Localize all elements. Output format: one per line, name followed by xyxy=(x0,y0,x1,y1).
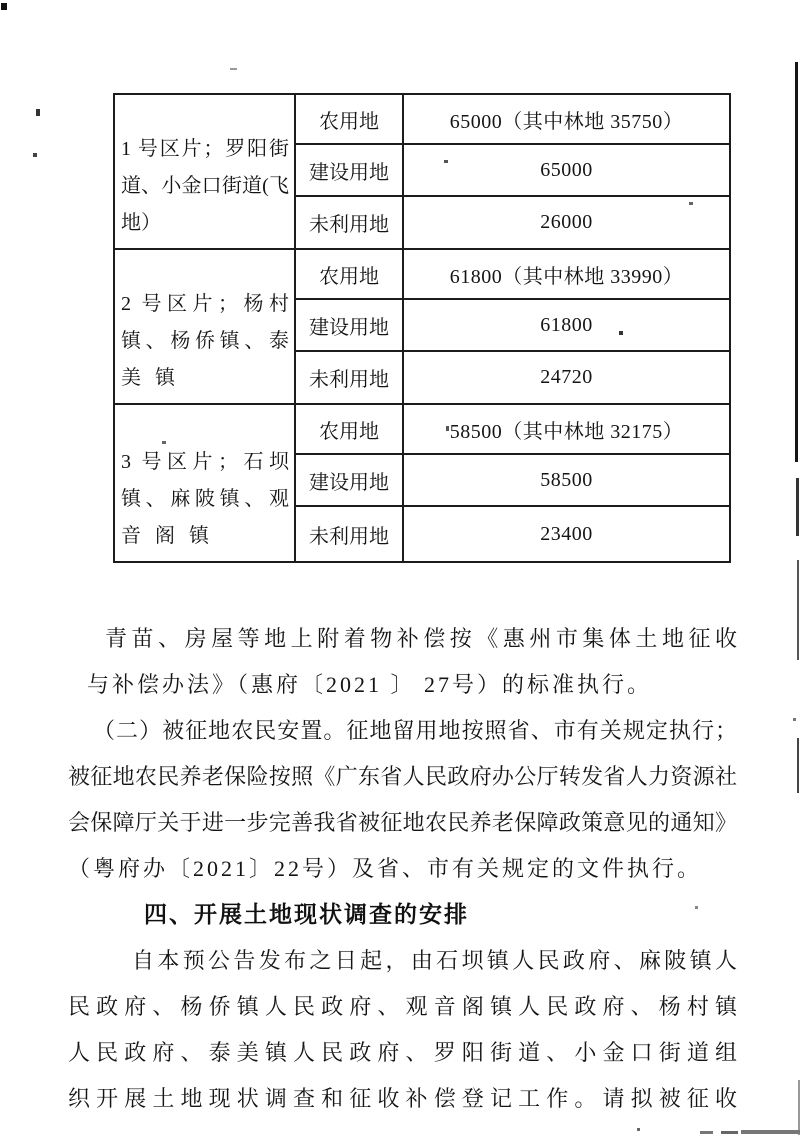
scan-edge-line xyxy=(741,1130,800,1134)
paragraph-line: 与补偿办法》（惠府〔2021 〕 27号）的标准执行。 xyxy=(87,672,653,697)
paragraph-line: 会保障厅关于进一步完善我省被征地农民养老保障政策意见的通知》 xyxy=(68,810,737,835)
scan-edge-line xyxy=(797,738,799,793)
compensation-standards-table xyxy=(113,93,731,563)
compensation-value-cell: 61800 xyxy=(402,300,729,352)
section-heading: 四、开展土地现状调查的安排 xyxy=(144,902,469,927)
land-type-cell: 未利用地 xyxy=(294,197,402,248)
scan-speck xyxy=(36,109,40,116)
zone-name-line: 地） xyxy=(121,212,161,234)
compensation-value-cell: 61800（其中林地 33990） xyxy=(402,250,729,300)
scan-edge-line xyxy=(796,478,799,536)
paragraph-line: 织开展土地现状调查和征收补偿登记工作。请拟被征收 xyxy=(68,1086,737,1111)
document-body xyxy=(68,616,737,1122)
compensation-value-cell: 26000 xyxy=(402,197,729,248)
scan-speck xyxy=(619,331,623,335)
scan-edge-line xyxy=(721,1131,738,1134)
paragraph-line: 青苗、房屋等地上附着物补偿按《惠州市集体土地征收 xyxy=(105,626,737,651)
paragraph-line: （二）被征地农民安置。征地留用地按照省、市有关规定执行； xyxy=(93,718,737,743)
scan-speck xyxy=(444,160,448,163)
zone-name-line: 镇、杨侨镇、泰 xyxy=(121,330,289,352)
table-group-zone-2 xyxy=(115,250,729,405)
zone-name-line: 美镇 xyxy=(121,367,189,389)
zone-name-cell xyxy=(115,250,294,403)
scan-speck xyxy=(446,426,449,431)
scan-speck xyxy=(695,906,698,909)
scan-speck xyxy=(793,718,796,721)
paragraph-line: 被征地农民养老保险按照《广东省人民政府办公厅转发省人力资源社 xyxy=(68,764,737,789)
scan-speck xyxy=(33,153,37,157)
compensation-value-cell: 58500 xyxy=(402,455,729,507)
scan-edge-line xyxy=(797,560,799,660)
zone-name-line: 镇、麻陂镇、观 xyxy=(121,488,289,510)
paragraph-line: 人民政府、泰美镇人民政府、罗阳街道、小金口街道组 xyxy=(68,1040,737,1065)
land-type-cell: 建设用地 xyxy=(294,145,402,197)
zone-name-line: 音阁镇 xyxy=(121,525,223,547)
zone-name-cell xyxy=(115,405,294,561)
scan-speck xyxy=(689,202,693,205)
scan-speck xyxy=(162,441,166,444)
compensation-value-cell: 65000（其中林地 35750） xyxy=(402,95,729,145)
land-type-cell: 未利用地 xyxy=(294,352,402,403)
scan-speck xyxy=(637,1128,640,1131)
compensation-value-cell: 65000 xyxy=(402,145,729,197)
land-type-cell: 农用地 xyxy=(294,250,402,300)
land-type-cell: 建设用地 xyxy=(294,300,402,352)
paragraph-line: （粤府办〔2021〕22号）及省、市有关规定的文件执行。 xyxy=(68,856,703,881)
paragraph-line: 民政府、杨侨镇人民政府、观音阁镇人民政府、杨村镇 xyxy=(68,994,737,1019)
table-group-zone-1 xyxy=(115,95,729,250)
scan-edge-line xyxy=(795,62,798,462)
scan-edge-line xyxy=(700,1131,713,1134)
compensation-value-cell: 23400 xyxy=(402,507,729,561)
land-type-cell: 未利用地 xyxy=(294,507,402,561)
zone-name-line: 3 号区片；石坝 xyxy=(121,451,289,473)
compensation-value-cell: 58500（其中林地 32175） xyxy=(402,405,729,455)
land-type-cell: 建设用地 xyxy=(294,455,402,507)
compensation-value-cell: 24720 xyxy=(402,352,729,403)
land-type-cell: 农用地 xyxy=(294,95,402,145)
zone-name-line: 道、小金口街道(飞 xyxy=(121,175,289,197)
zone-name-line: 1 号区片；罗阳街 xyxy=(121,138,289,160)
scan-speck xyxy=(230,68,237,70)
zone-name-line: 2 号区片；杨村 xyxy=(121,293,289,315)
land-type-cell: 农用地 xyxy=(294,405,402,455)
zone-name-cell xyxy=(115,95,294,248)
paragraph-line: 自本预公告发布之日起，由石坝镇人民政府、麻陂镇人 xyxy=(132,948,737,973)
table-group-zone-3 xyxy=(115,405,729,561)
scan-speck xyxy=(1,3,7,10)
